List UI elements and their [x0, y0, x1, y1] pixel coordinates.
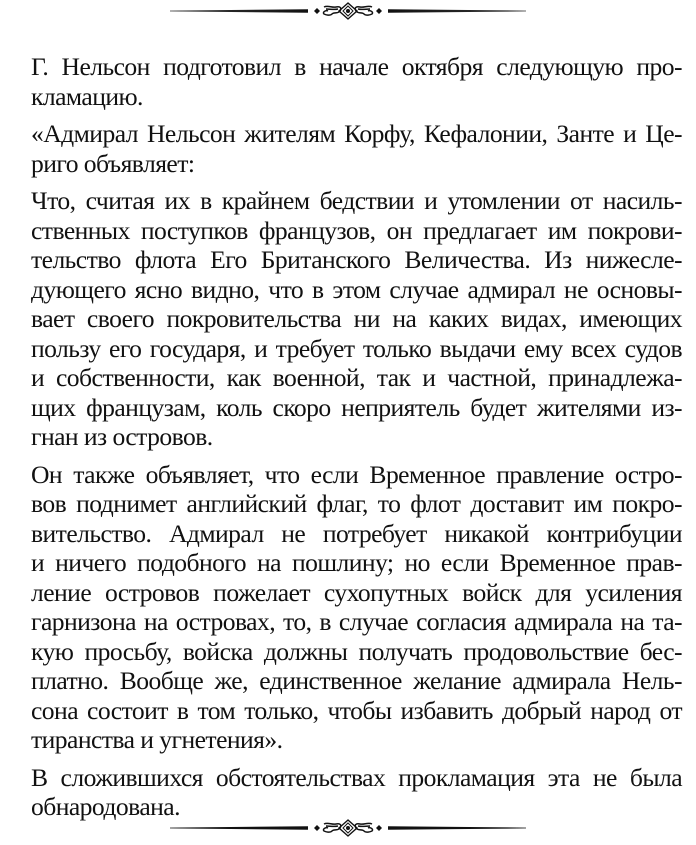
text-line: В сложившихся обстоятельствах прокламация эта не была — [31, 762, 682, 792]
top-ornament-divider — [0, 1, 696, 21]
paragraph-proclamation-1 — [14, 186, 682, 452]
text-line: обнародована. — [31, 792, 180, 821]
text-line: щих французам, коль скоро неприятель будет жителями из- — [31, 392, 682, 422]
text-line: тельство флота Его Британского Величества. Из нижесле- — [31, 245, 682, 274]
text-line: Г. Нельсон подготовил в начале октября следующую про- — [31, 52, 682, 81]
text-line: Он также объявляет, что если Временное правление остро- — [31, 459, 682, 489]
text-line: тиранства и угнетения». — [31, 725, 283, 754]
text-line: «Адмирал Нельсон жителям Корфу, Кефалонии, Занте и Це- — [31, 119, 682, 148]
paragraph-proclamation-2 — [14, 460, 682, 755]
text-line: сона состоит в том только, чтобы избавить добрый народ от — [31, 695, 682, 725]
paragraph-address — [14, 119, 682, 178]
ornament-flourish-icon — [168, 819, 528, 837]
ornament-flourish-icon — [168, 2, 528, 20]
text-line: вов поднимет английский флаг, то флот доставит им покро- — [31, 489, 682, 518]
text-line: гнан из островов. — [31, 422, 213, 451]
paragraph-conclusion — [14, 763, 682, 822]
text-line: вительство. Адмирал не потребует никакой контрибуции — [31, 518, 682, 548]
text-line: платно. Вообще же, единственное желание адмирала Нель- — [31, 666, 682, 695]
text-line: кламацию. — [31, 81, 143, 111]
text-line: гарнизона на островах, то, в случае согласия адмирала на та- — [31, 607, 682, 636]
text-line: и собственности, как военной, так и частной, принадлежа- — [31, 363, 682, 392]
text-line: ственных поступков французов, он предлагает им покрови- — [31, 215, 682, 245]
text-line: и ничего подобного на пошлину; но если Временное прав- — [31, 548, 682, 577]
text-line: кую просьбу, войска должны получать продовольствие бес- — [31, 636, 682, 666]
paragraph-intro — [14, 52, 682, 111]
bottom-ornament-divider — [0, 818, 696, 838]
text-line: дующего ясно видно, что в этом случае адмирал не основы- — [31, 274, 682, 304]
text-line: Что, считая их в крайнем бедствии и утомлении от насиль- — [31, 186, 682, 215]
text-line: ление островов пожелает сухопутных войск для усиления — [31, 577, 682, 607]
text-line: пользу его государя, и требует только выдачи ему всех судов — [31, 333, 682, 363]
text-line: вает своего покровительства ни на каких видах, имеющих — [31, 304, 682, 333]
text-line: риго объявляет: — [31, 148, 195, 178]
document-body — [14, 52, 682, 830]
